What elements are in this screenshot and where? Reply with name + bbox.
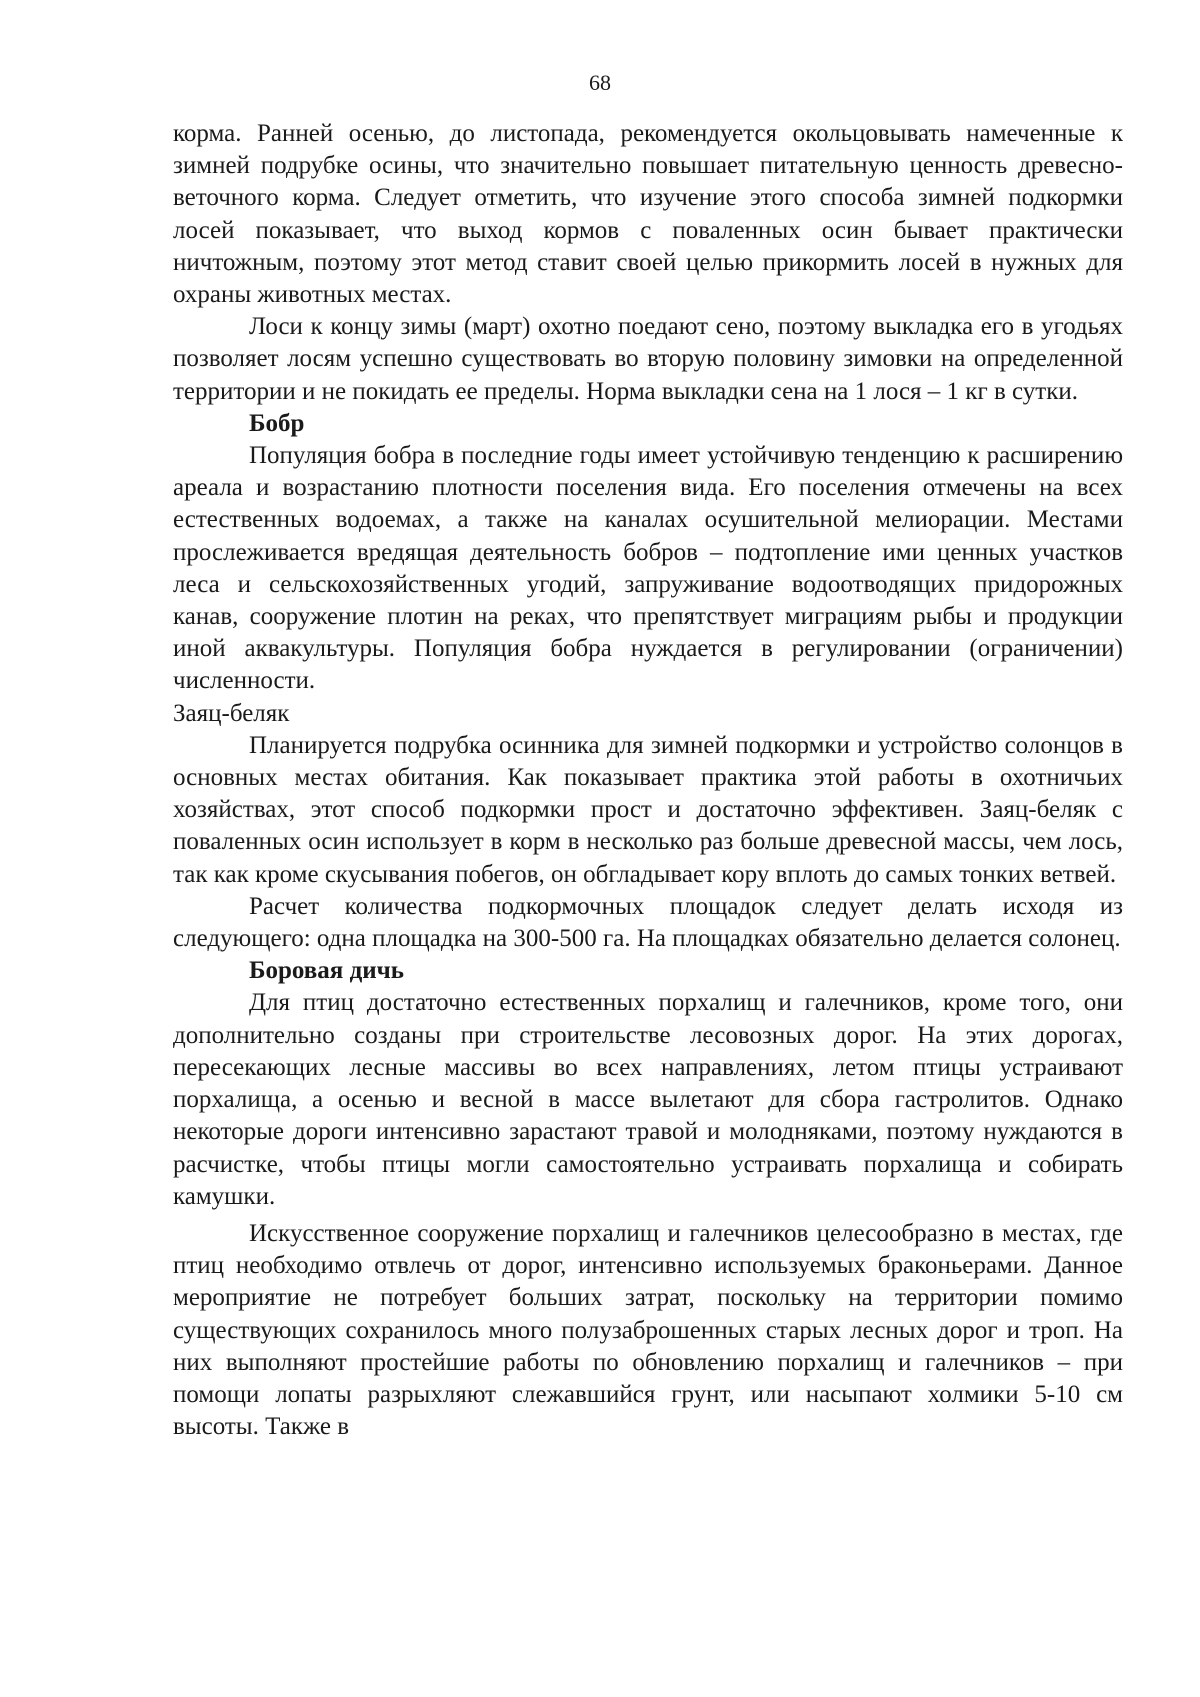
- paragraph-moose-hay: Лоси к концу зимы (март) охотно поедают сено, поэтому выкладка его в угодьях позволяет лосям успешно существовать во вторую половину зимовки на определенной территории и не покидать ее пределы. Норма выкладки сена на 1 лося – 1 кг в сутки.: [173, 313, 1123, 405]
- page-number: 68: [589, 70, 611, 95]
- section-heading-forest-game: Боровая дичь: [249, 957, 404, 985]
- paragraph-hare-feeding: Планируется подрубка осинника для зимней подкормки и устройство солонцов в основных местах обитания. Как показывает практика этой работы в охотничьих хозяйствах, этот способ подкормки прост и достаточно эффективен. Заяц-беляк с поваленных осин использует в корм в несколько раз больше древесной массы, чем лось, так как кроме скусывания побегов, он обгладывает кору вплоть до самых тонких ветвей.: [173, 731, 1123, 888]
- paragraph-birds-roads: Для птиц достаточно естественных порхалищ и галечников, кроме того, они дополнительно созданы при строительстве лесовозных дорог. На этих дорогах, пересекающих лесные массивы во всех направлениях, летом птицы устраивают порхалища, а осенью и весной в массе вылетают для сбора гастролитов. Однако некоторые дороги интенсивно зарастают травой и молодняками, поэтому нуждаются в расчистке, чтобы птицы могли самостоятельно устраивать порхалища и собирать камушки.: [173, 989, 1123, 1210]
- paragraph-feeding-sites: Расчет количества подкормочных площадок следует делать исходя из следующего: одна площадка на 300-500 га. На площадках обязательно делается солонец.: [173, 892, 1123, 953]
- paragraph-beaver: Популяция бобра в последние годы имеет устойчивую тенденцию к расширению ареала и возрастанию плотности поселения вида. Его поселения отмечены на всех естественных водоемах, а также на каналах осушительной мелиорации. Местами прослеживается вредящая деятельность бобров – подтопление ими ценных участков леса и сельскохозяйственных угодий, запруживание водоотводящих придорожных канав, сооружение плотин на реках, что препятствует миграциям рыбы и продукции иной аквакультуры. Популяция бобра нуждается в регулировании (ограничении) численности.: [173, 442, 1123, 695]
- section-heading-beaver: Бобр: [249, 409, 305, 437]
- section-heading-hare: Заяц-беляк: [173, 699, 290, 727]
- paragraph-moose-feeding: корма. Ранней осенью, до листопада, рекомендуется окольцовывать намеченные к зимней подрубке осины, что значительно повышает питательную ценность древесно-веточного корма. Следует отметить, что изучение этого способа зимней подкормки лосей показывает, что выход кормов с поваленных осин бывает практически ничтожным, поэтому этот метод ставит своей целью прикормить лосей в нужных для охраны животных местах.: [173, 120, 1123, 309]
- paragraph-artificial-dustbaths: Искусственное сооружение порхалищ и галечников целесообразно в местах, где птиц необходимо отвлечь от дорог, интенсивно используемых браконьерами. Данное мероприятие не потребует больших затрат, поскольку на территории помимо существующих сохранилось много полузаброшенных старых лесных дорог и троп. На них выполняют простейшие работы по обновлению порхалищ и галечников – при помощи лопаты разрыхляют слежавшийся грунт, или насыпают холмики 5-10 см высоты. Также в: [173, 1219, 1123, 1441]
- document-body: [173, 118, 1123, 1443]
